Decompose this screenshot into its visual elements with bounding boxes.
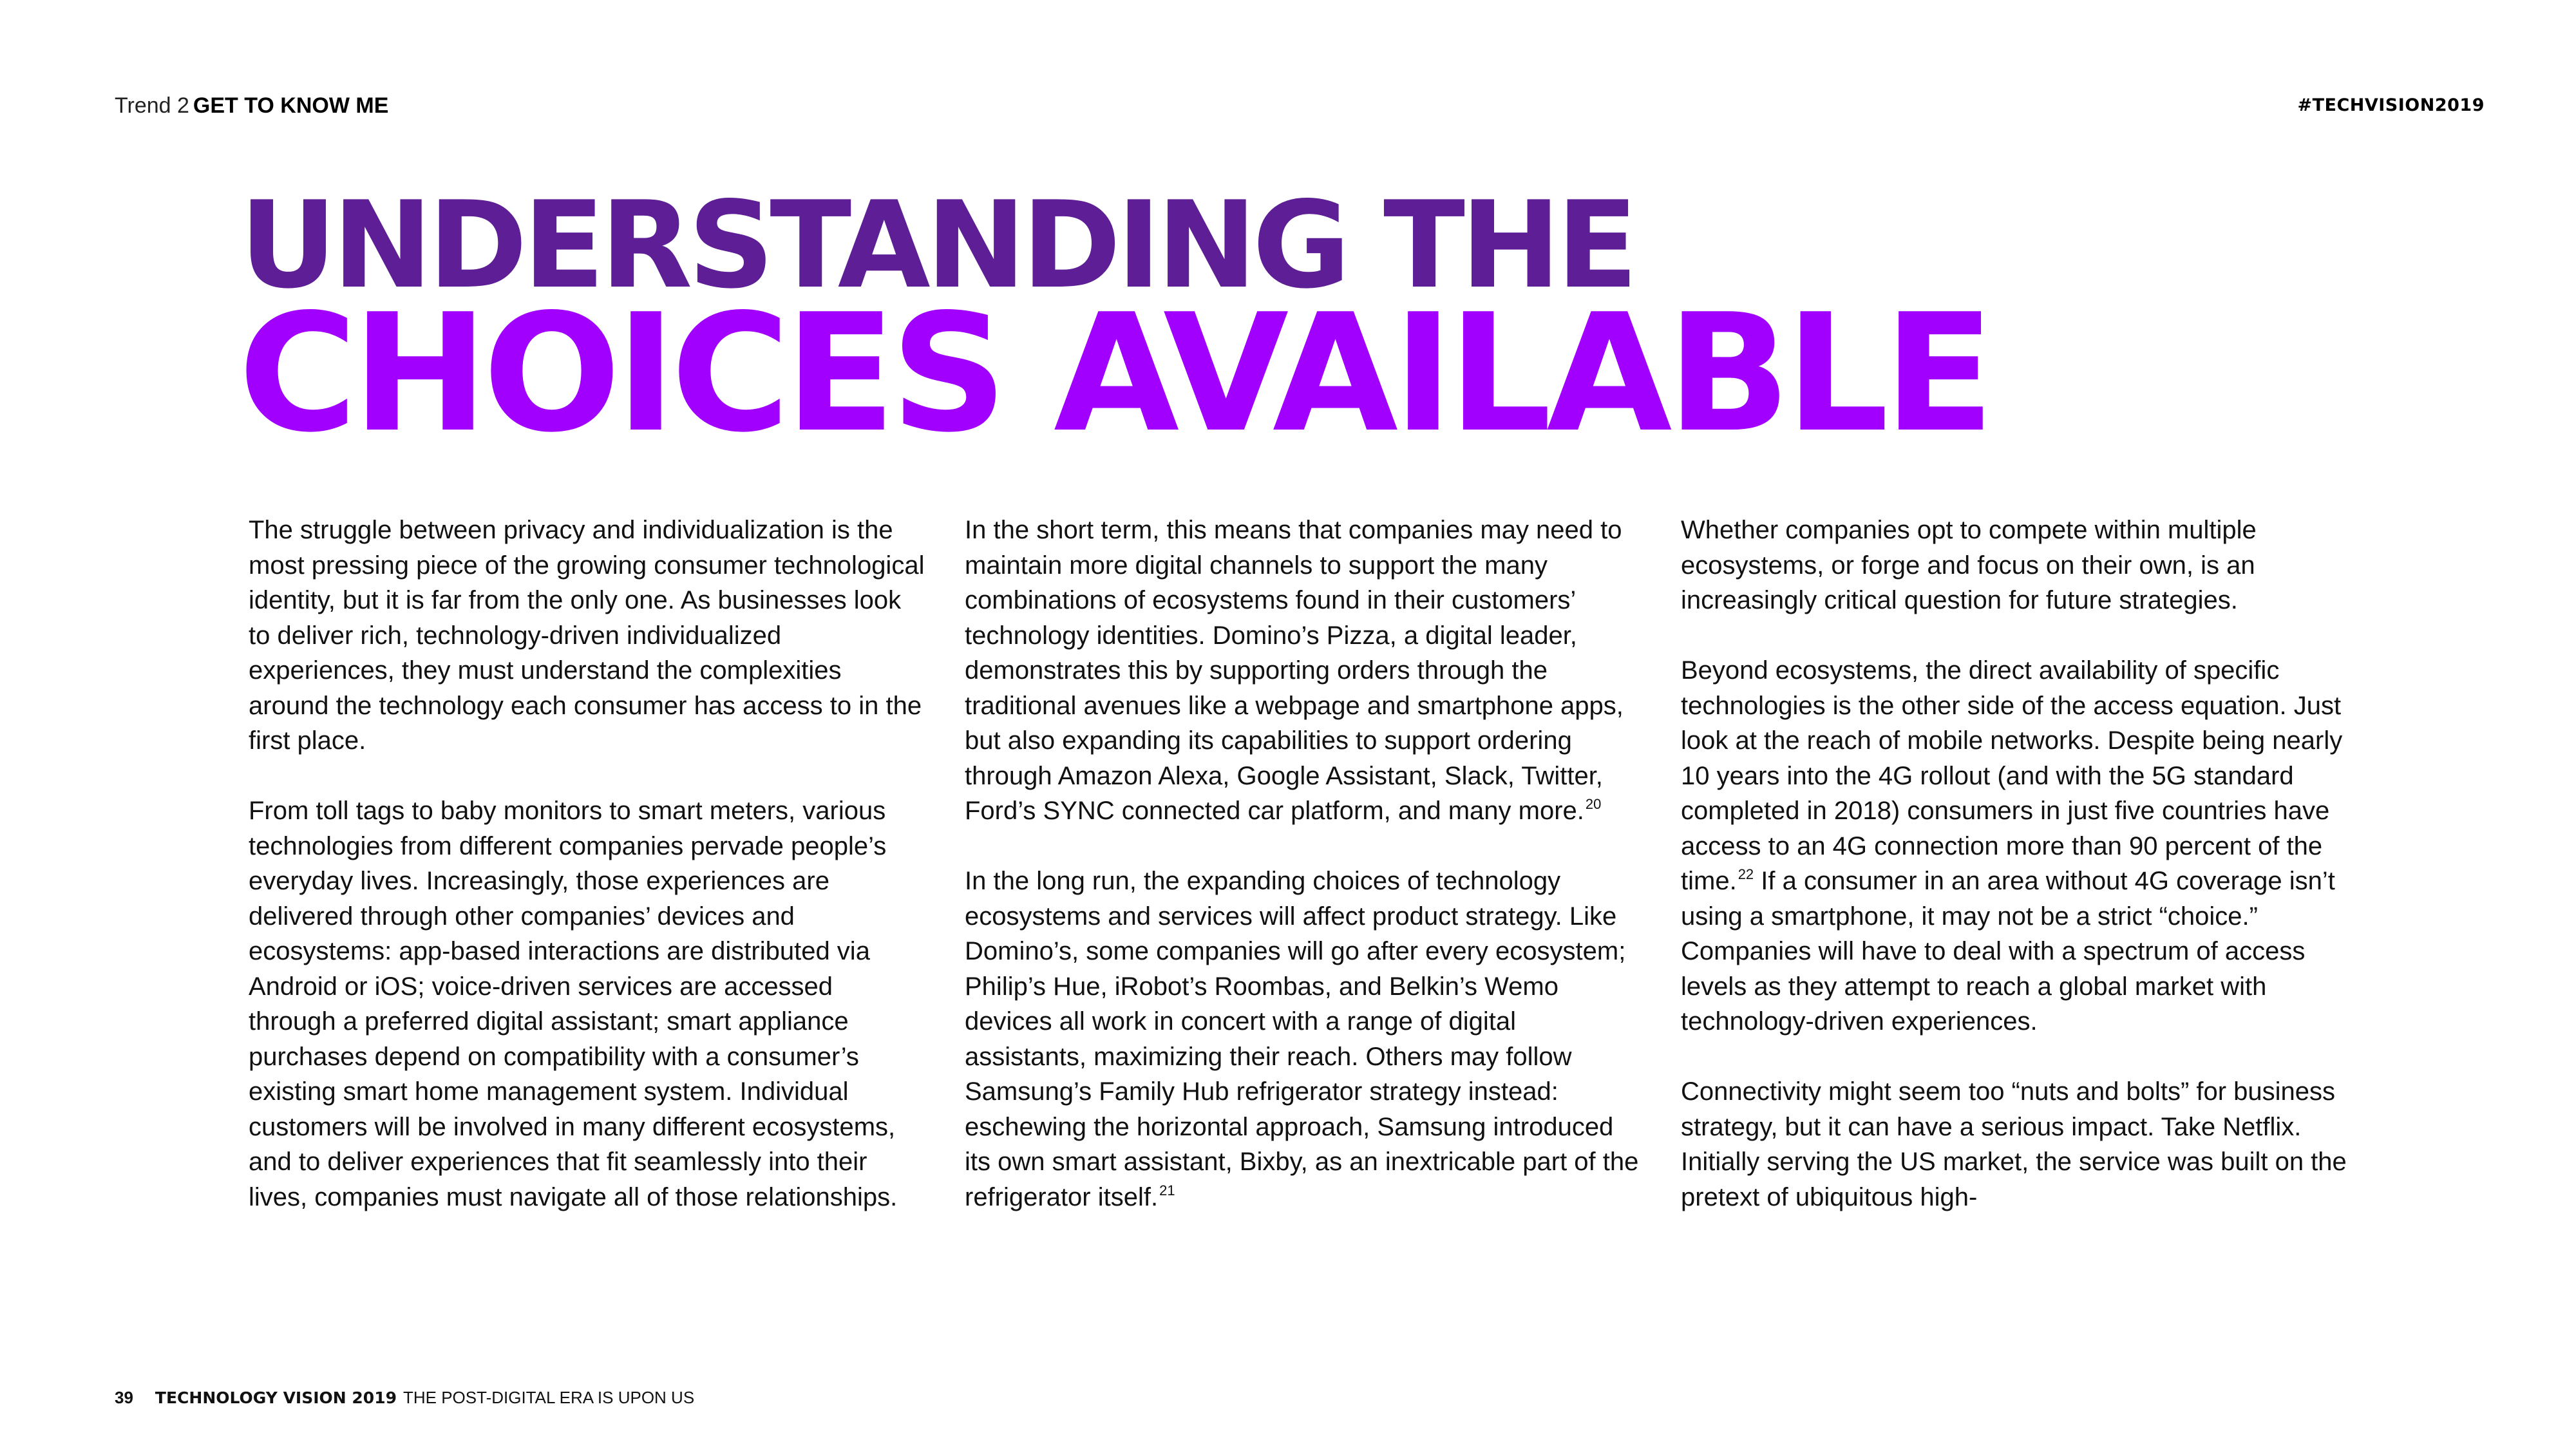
column-1 [249, 513, 925, 1215]
document-title: TECHNOLOGY VISION 2019 [155, 1388, 397, 1407]
page-number: 39 [115, 1388, 133, 1407]
section-label [115, 91, 388, 120]
trend-name: GET TO KNOW ME [193, 93, 389, 118]
paragraph-text: In the short term, this means that companies may need to maintain more digital channels to support the many combinations of ecosystems found in their customers’ technology identities. Domino’s Pizza, a digital leader, demonstrates this by supporting orders through the traditional avenues like a webpage and smartphone apps, but also expanding its capabilities to support ordering through Amazon Alexa, Google Assistant, Slack, Twitter, Ford’s SYNC connected car platform, and many more. [965, 516, 1624, 825]
title-line-2: CHOICES AVAILABLE [238, 279, 1990, 468]
footnote-ref: 20 [1585, 796, 1602, 812]
paragraph-text: In the long run, the expanding choices of technology ecosystems and services will affect product strategy. Like Domino’s, some companies will go after every ecosystem; Philip’s Hue, iRobot’s Roombas, and Belkin’s Wemo devices all work in concert with a range of digital assistants, maximizing their reach. Others may follow Samsung’s Family Hub refrigerator strategy instead: eschewing the horizontal approach, Samsung introduced its own smart assistant, Bixby, as an inextricable part of the refrigerator itself. [965, 867, 1639, 1211]
page-footer [115, 1386, 694, 1410]
paragraph-text: Beyond ecosystems, the direct availability of specific technologies is the other side of the access equation. Just look at the reach of mobile networks. Despite being nearly 10 years into the 4G rollout (and with the 5G standard completed in 2018) consumers in just five countries have access to an 4G connection more than 90 percent of the time. [1681, 656, 2343, 895]
column-3 [1681, 513, 2357, 1215]
paragraph [1681, 653, 2357, 1039]
footnote-ref: 22 [1738, 866, 1754, 882]
trend-number: Trend 2 [115, 93, 189, 118]
paragraph: Connectivity might seem too “nuts and bolts” for business strategy, but it can have a serious impact. Take Netflix. Initially serving the US market, the service was built on the pretext of ubiquitous high- [1681, 1077, 2347, 1211]
title-line-1: UNDERSTANDING THE [240, 175, 1634, 315]
column-2 [965, 513, 1641, 1215]
document-subtitle: THE POST-DIGITAL ERA IS UPON US [402, 1388, 695, 1407]
footnote-ref: 21 [1159, 1182, 1175, 1198]
hashtag: #TECHVISION2019 [2297, 95, 2485, 115]
paragraph [965, 513, 1641, 829]
paragraph [965, 864, 1641, 1215]
paragraph-text: If a consumer in an area without 4G coverage isn’t using a smartphone, it may not be a strict “choice.” Companies will have to deal with a spectrum of access levels as they attempt to reach a global market with technology-driven experiences. [1681, 867, 2335, 1036]
paragraph: Whether companies opt to compete within multiple ecosystems, or forge and focus on their own, is an increasingly critical question for future strategies. [1681, 516, 2257, 614]
paragraph: The struggle between privacy and individualization is the most pressing piece of the growing consumer technological identity, but it is far from the only one. As businesses look to deliver rich, technology-driven individualized experiences, they must understand the complexities around the technology each consumer has access to in the first place. [249, 516, 925, 755]
paragraph: From toll tags to baby monitors to smart meters, various technologies from different companies pervade people’s everyday lives. Increasingly, those experiences are delivered through other companies’ devices and ecosystems: app-based interactions are distributed via Android or iOS; voice-driven services are accessed through a preferred digital assistant; smart appliance purchases depend on compatibility with a consumer’s existing smart home management system. Individual customers will be involved in many different ecosystems, and to deliver experiences that fit seamlessly into their lives, companies must navigate all of those relationships. [249, 797, 898, 1211]
page-title [238, 175, 1990, 468]
